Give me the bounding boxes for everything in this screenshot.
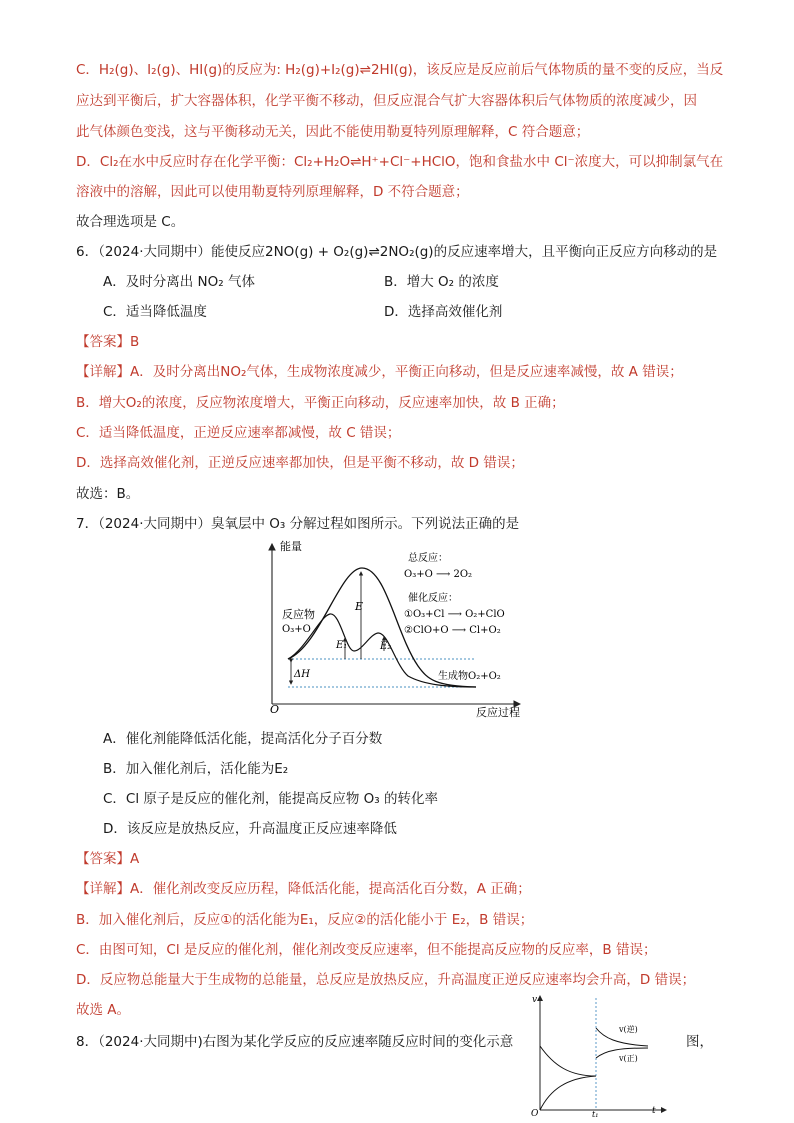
q7-detail-d: D．反应物总能量大于生成物的总能量，总反应是放热反应，升高温度正逆反应速率均会升高，D 错误； — [76, 972, 696, 988]
q6-option-d: D．选择高效催化剂 — [384, 304, 503, 320]
q7-e2-label: E₂ — [380, 641, 392, 652]
q7-detail-b: B．加入催化剂后，反应①的活化能为E₁，反应②的活化能小于 E₂，B 错误； — [76, 912, 534, 928]
q7-product-label: 生成物O₂+O₂ — [438, 671, 501, 682]
q7-detail-a: 【详解】A．催化剂改变反应历程，降低活化能，提高活化百分数，A 正确； — [76, 881, 531, 897]
q5-option-d-explanation-line-2: 溶液中的溶解，因此可以使用勒夏特列原理解释，D 不符合题意； — [76, 184, 469, 200]
q8-y-axis-label: v — [532, 995, 538, 1005]
q5-conclusion: 故合理选项是 C。 — [76, 214, 185, 230]
q8-forward-rate-label: v(正) — [619, 1054, 638, 1063]
q7-catalytic-equation-1: ①O₃+Cl ⟶ O₂+ClO — [404, 609, 505, 620]
q7-detail-c: C．由图可知，Cl 是反应的催化剂，催化剂改变反应速率，但不能提高反应物的反应率，B 错误； — [76, 942, 657, 958]
q6-detail-c: C．适当降低温度，正逆反应速率都减慢，故 C 错误； — [76, 425, 401, 441]
q5-option-c-explanation-line-2: 应达到平衡后，扩大容器体积，化学平衡不移动，但反应混合气扩大容器体积后气体物质的浓度减少，因 — [76, 93, 697, 109]
q6-detail-d: D．选择高效催化剂，正逆反应速率都加快，但是平衡不移动，故 D 错误； — [76, 455, 524, 471]
q7-total-reaction-equation: O₃+O ⟶ 2O₂ — [404, 569, 473, 580]
q7-x-axis-label: 反应过程 — [476, 706, 520, 719]
q7-option-d: D．该反应是放热反应，升高温度正反应速率降低 — [103, 821, 397, 837]
q7-answer: 【答案】A — [76, 851, 140, 867]
q7-e1-label: E₁ — [336, 640, 348, 651]
q7-total-reaction-title: 总反应： — [408, 553, 448, 564]
q7-option-c: C．Cl 原子是反应的催化剂，能提高反应物 O₃ 的转化率 — [103, 791, 439, 807]
q7-conclusion: 故选 A。 — [76, 1002, 131, 1018]
q6-option-a: A．及时分离出 NO₂ 气体 — [103, 274, 255, 290]
q6-option-b: B．增大 O₂ 的浓度 — [384, 274, 499, 290]
q6-detail-b: B．增大O₂的浓度，反应物浓度增大，平衡正向移动，反应速率加快，故 B 正确； — [76, 395, 565, 411]
q6-detail-a: 【详解】A．及时分离出NO₂气体，生成物浓度减少，平衡正向移动，但是反应速率减慢，故 A 错误； — [76, 364, 683, 380]
q8-reverse-rate-label: v(逆) — [619, 1025, 638, 1034]
q7-catalytic-title: 催化反应： — [408, 593, 458, 604]
q5-option-c-explanation-line-3: 此气体颜色变浅，这与平衡移动无关，因此不能使用勒夏特列原理解释，C 符合题意； — [76, 124, 590, 140]
q7-origin-label: O — [270, 703, 280, 716]
q7-energy-diagram — [258, 538, 534, 722]
q7-delta-h-label: ΔH — [294, 669, 310, 680]
q7-reactant-formula: O₃+O — [282, 624, 311, 635]
q8-stem: 8．（2024·大同期中)右图为某化学反应的反应速率随反应时间的变化示意 — [76, 1034, 514, 1050]
q7-y-axis-label: 能量 — [280, 540, 302, 553]
q6-conclusion: 故选：B。 — [76, 486, 140, 502]
q7-option-b: B．加入催化剂后，活化能为E₂ — [103, 761, 289, 777]
q6-stem: 6．（2024·大同期中）能使反应2NO(g) + O₂(g)⇌2NO₂(g)的反应速率增大，且平衡向正反应方向移动的是 — [76, 244, 718, 260]
q8-forward-before-curve — [540, 1046, 596, 1076]
q8-t1-label: t₁ — [592, 1110, 599, 1118]
q8-reverse-before-curve — [540, 1076, 596, 1110]
q7-stem: 7．（2024·大同期中）臭氧层中 O₃ 分解过程如图所示。下列说法正确的是 — [76, 516, 520, 532]
q7-option-a: A．催化剂能降低活化能，提高活化分子百分数 — [103, 731, 383, 747]
q7-reactant-label: 反应物 — [282, 608, 315, 621]
q8-rate-time-graph — [528, 992, 676, 1118]
q5-option-d-explanation-line-1: D．Cl₂在水中反应时存在化学平衡：Cl₂+H₂O⇌H⁺+Cl⁻+HClO，饱和食盐水中 Cl⁻浓度大，可以抑制氯气在 — [76, 154, 724, 170]
q6-option-c: C．适当降低温度 — [103, 304, 207, 320]
q7-catalytic-equation-2: ②ClO+O ⟶ Cl+O₂ — [404, 625, 501, 636]
q8-x-axis-label: t — [652, 1106, 656, 1116]
q8-stem-end: 图， — [686, 1034, 713, 1050]
q5-option-c-explanation-line-1: C．H₂(g)、I₂(g)、HI(g)的反应为: H₂(g)+I₂(g)⇌2HI(g)，该反应是反应前后气体物质的量不变的反应，当反 — [76, 62, 724, 78]
q7-e-label: E — [355, 600, 364, 613]
q8-origin-label: O — [531, 1109, 539, 1118]
q6-answer: 【答案】B — [76, 334, 140, 350]
